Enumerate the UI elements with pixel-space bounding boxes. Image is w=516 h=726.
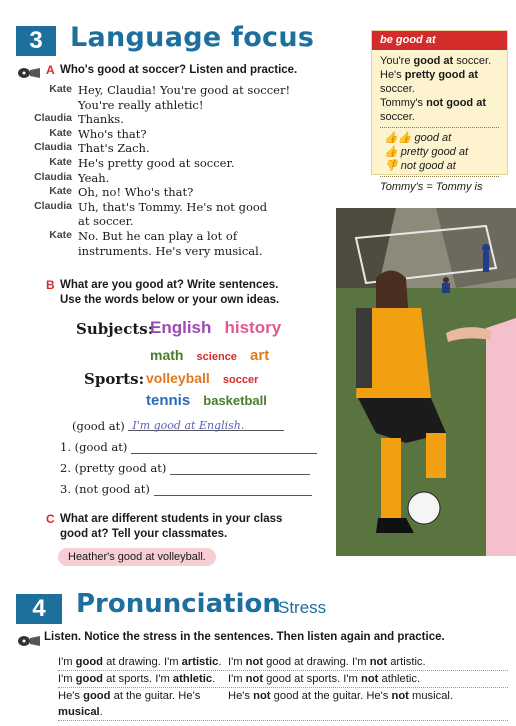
- pronunciation-row: [58, 688, 508, 721]
- section-4-number: 4: [32, 595, 46, 622]
- scale-pretty-good: 👍 pretty good at: [384, 146, 469, 158]
- thumb-up-icon: 👍: [384, 146, 398, 158]
- dialogue-line: [0, 156, 320, 171]
- word-english: English: [150, 318, 212, 337]
- positive-sentence: I'm good at sports. I'm athletic.: [58, 673, 216, 685]
- soccer-photo: [336, 208, 516, 556]
- subject-words: [150, 318, 340, 338]
- dialogue-line: [0, 244, 320, 259]
- speaker-name: Claudia: [34, 112, 72, 125]
- sport-words: [146, 368, 336, 387]
- item-1: 1. (good at): [60, 440, 317, 454]
- scale-not-good: 👎 not good at: [384, 160, 456, 172]
- positive-sentence: He's good at the guitar. He's musical.: [58, 690, 201, 718]
- pronunciation-row: [58, 654, 508, 671]
- speaker-line: Uh, that's Tommy. He's not good: [78, 199, 268, 214]
- item-2: 2. (pretty good at): [60, 461, 310, 475]
- part-b-letter: B: [46, 278, 55, 292]
- dialogue-line: [0, 112, 320, 127]
- pronunciation-row: [58, 671, 508, 688]
- speaker-line: Yeah.: [78, 170, 110, 185]
- sport-words-2: [146, 390, 336, 409]
- dialogue-line: [0, 214, 320, 229]
- positive-sentence: I'm good at drawing. I'm artistic.: [58, 656, 222, 668]
- dialogue-line: [0, 171, 320, 186]
- part-c-instruction-1: What are different students in your class: [60, 513, 283, 525]
- speaker-name: Claudia: [34, 199, 72, 212]
- speaker-name: Claudia: [34, 141, 72, 154]
- word-art: art: [250, 347, 270, 364]
- part-a-letter: A: [46, 63, 55, 77]
- negative-sentence: I'm not good at sports. I'm not athletic.: [228, 673, 421, 685]
- speaker-line: Who's that?: [78, 126, 147, 141]
- speaker-name: Kate: [49, 126, 72, 139]
- section-number: 3: [29, 27, 43, 54]
- answer-3-field[interactable]: [154, 483, 312, 496]
- part-c-instruction-2: good at? Tell your classmates.: [60, 528, 228, 540]
- dialogue-line: [0, 200, 320, 215]
- part-c-letter: C: [46, 512, 55, 526]
- section-4-title: Pronunciation: [76, 589, 281, 619]
- section-4-subtitle: Stress: [278, 598, 327, 617]
- dialogue-line: [0, 127, 320, 142]
- speaker-name: [0, 244, 72, 259]
- answer-1-field[interactable]: [131, 441, 317, 454]
- word-volleyball: volleyball: [146, 370, 210, 386]
- word-math: math: [150, 347, 184, 363]
- dialogue-line: [0, 141, 320, 156]
- speaker-line: Oh, no! Who's that?: [78, 185, 194, 200]
- grammar-box: [371, 30, 508, 193]
- scale-good: 👍👍 good at: [384, 132, 452, 144]
- answer-2-field[interactable]: [170, 462, 310, 475]
- speaker-line: at soccer.: [78, 214, 134, 229]
- speaker-name: [0, 98, 72, 113]
- dialogue-line: [0, 83, 320, 98]
- speaker-line: That's Zach.: [78, 141, 150, 156]
- speaker-name: Claudia: [34, 170, 72, 183]
- item-3: 3. (not good at): [60, 482, 312, 496]
- word-soccer: soccer: [222, 374, 259, 386]
- speaker-name: Kate: [49, 185, 72, 198]
- speaker-line: You're really athletic!: [78, 97, 204, 112]
- section-title: Language focus: [70, 22, 315, 53]
- pronunciation-table: [58, 654, 508, 721]
- dialogue-line: [0, 98, 320, 113]
- speaker-name: Kate: [49, 83, 72, 95]
- example-answer-field[interactable]: [128, 418, 284, 431]
- speaker-line: He's pretty good at soccer.: [78, 155, 235, 170]
- grammar-line-3: Tommy's not good at soccer.: [380, 97, 486, 123]
- word-history: history: [224, 318, 282, 337]
- negative-sentence: He's not good at the guitar. He's not musical.: [228, 690, 454, 702]
- subjects-label: Subjects:: [76, 320, 154, 338]
- part-b-instruction-1: What are you good at? Write sentences.: [60, 279, 279, 291]
- divider: [380, 127, 499, 128]
- word-science: science: [196, 351, 237, 363]
- speaker-name: Kate: [49, 155, 72, 168]
- speaker-line: Hey, Claudia! You're good at soccer!: [78, 83, 291, 97]
- speaker-name: Kate: [49, 228, 72, 241]
- example-prompt: (good at): [72, 419, 125, 433]
- speaker-line: Thanks.: [78, 112, 124, 127]
- speaker-name: [0, 214, 72, 229]
- section-number-badge: [16, 26, 56, 56]
- grammar-box-header: be good at: [372, 31, 507, 50]
- speech-bubble: Heather's good at volleyball.: [58, 548, 216, 566]
- negative-sentence: I'm not good at drawing. I'm not artistic.: [228, 656, 426, 668]
- two-thumbs-up-icon: 👍👍: [384, 132, 412, 144]
- audio-icon[interactable]: [18, 64, 40, 76]
- section-4-instruction: Listen. Notice the stress in the sentences. Then listen again and practice.: [44, 631, 445, 643]
- part-b-instruction-2: Use the words below or your own ideas.: [60, 294, 280, 306]
- section-4-number-badge: [16, 594, 62, 624]
- divider: [380, 176, 499, 177]
- dialogue-line: [0, 185, 320, 200]
- grammar-note: Tommy's = Tommy is: [380, 181, 483, 193]
- example-answer: I'm good at English.: [132, 419, 245, 432]
- speaker-line: instruments. He's very musical.: [78, 243, 263, 258]
- subject-words-2: [150, 345, 340, 364]
- sports-label: Sports:: [84, 370, 145, 388]
- part-a-instruction: Who's good at soccer? Listen and practice.: [60, 64, 298, 76]
- example-row: [72, 419, 284, 433]
- word-tennis: tennis: [146, 392, 191, 409]
- grammar-line-1: You're good at soccer.: [380, 55, 492, 67]
- dialogue: [0, 83, 320, 258]
- word-basketball: basketball: [203, 393, 267, 408]
- speaker-line: No. But he can play a lot of: [78, 228, 238, 243]
- dialogue-line: [0, 229, 320, 244]
- audio-icon-2[interactable]: [18, 632, 40, 644]
- grammar-line-2: He's pretty good at soccer.: [380, 69, 479, 95]
- thumb-down-icon: 👎: [384, 160, 398, 172]
